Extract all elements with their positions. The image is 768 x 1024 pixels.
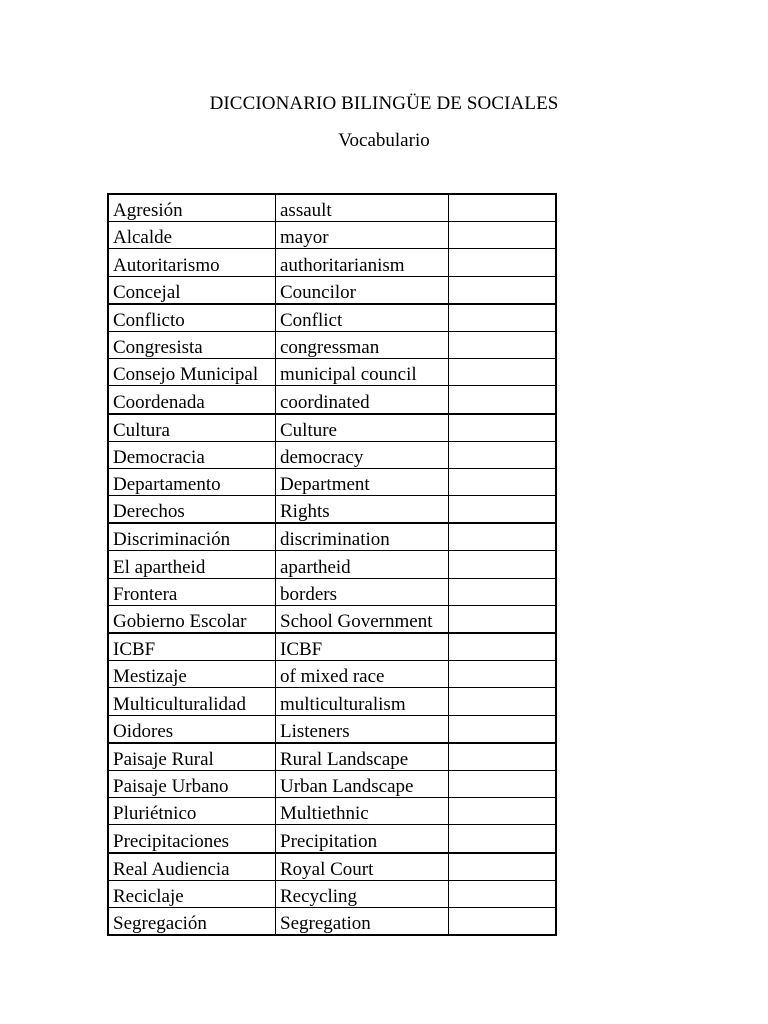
spanish-term-cell: Coordenada [108, 386, 276, 414]
empty-notes-cell [449, 441, 557, 468]
english-term-cell: Culture [276, 414, 449, 442]
vocabulary-row [108, 578, 556, 605]
english-term-cell: Department [276, 468, 449, 495]
empty-notes-cell [449, 386, 557, 414]
empty-notes-cell [449, 907, 557, 935]
english-term-cell: coordinated [276, 386, 449, 414]
empty-notes-cell [449, 468, 557, 495]
vocabulary-row [108, 249, 556, 276]
spanish-term-cell: Precipitaciones [108, 825, 276, 853]
english-term-cell: Recycling [276, 880, 449, 907]
english-term-cell: congressman [276, 331, 449, 358]
empty-notes-cell [449, 798, 557, 825]
english-term-cell: Royal Court [276, 853, 449, 881]
english-term-cell: Segregation [276, 907, 449, 935]
english-term-cell: multiculturalism [276, 688, 449, 715]
english-term-cell: Conflict [276, 304, 449, 332]
empty-notes-cell [449, 194, 557, 222]
vocabulary-row [108, 359, 556, 386]
empty-notes-cell [449, 249, 557, 276]
spanish-term-cell: Pluriétnico [108, 798, 276, 825]
spanish-term-cell: Derechos [108, 496, 276, 524]
spanish-term-cell: Concejal [108, 276, 276, 304]
vocabulary-row [108, 222, 556, 249]
vocabulary-row [108, 386, 556, 414]
vocabulary-row [108, 441, 556, 468]
vocabulary-row [108, 770, 556, 797]
vocabulary-row [108, 605, 556, 633]
empty-notes-cell [449, 578, 557, 605]
english-term-cell: Listeners [276, 715, 449, 743]
empty-notes-cell [449, 331, 557, 358]
english-term-cell: ICBF [276, 633, 449, 661]
english-term-cell: Councilor [276, 276, 449, 304]
document-subtitle: Vocabulario [338, 130, 430, 151]
english-term-cell: Rural Landscape [276, 743, 449, 771]
vocabulary-row [108, 661, 556, 688]
spanish-term-cell: Paisaje Rural [108, 743, 276, 771]
empty-notes-cell [449, 688, 557, 715]
spanish-term-cell: Departamento [108, 468, 276, 495]
empty-notes-cell [449, 661, 557, 688]
vocabulary-row [108, 798, 556, 825]
empty-notes-cell [449, 414, 557, 442]
spanish-term-cell: Mestizaje [108, 661, 276, 688]
spanish-term-cell: Democracia [108, 441, 276, 468]
spanish-term-cell: Multiculturalidad [108, 688, 276, 715]
english-term-cell: democracy [276, 441, 449, 468]
empty-notes-cell [449, 633, 557, 661]
english-term-cell: Urban Landscape [276, 770, 449, 797]
vocabulary-row [108, 715, 556, 743]
english-term-cell: apartheid [276, 551, 449, 578]
spanish-term-cell: Autoritarismo [108, 249, 276, 276]
empty-notes-cell [449, 359, 557, 386]
spanish-term-cell: Conflicto [108, 304, 276, 332]
empty-notes-cell [449, 222, 557, 249]
spanish-term-cell: Cultura [108, 414, 276, 442]
vocabulary-row [108, 276, 556, 304]
vocabulary-row [108, 633, 556, 661]
vocabulary-row [108, 743, 556, 771]
spanish-term-cell: El apartheid [108, 551, 276, 578]
document-title: DICCIONARIO BILINGÜE DE SOCIALES [209, 93, 559, 114]
spanish-term-cell: Segregación [108, 907, 276, 935]
vocabulary-row [108, 468, 556, 495]
english-term-cell: authoritarianism [276, 249, 449, 276]
empty-notes-cell [449, 825, 557, 853]
english-term-cell: borders [276, 578, 449, 605]
vocabulary-row [108, 523, 556, 551]
vocabulary-row [108, 551, 556, 578]
empty-notes-cell [449, 743, 557, 771]
spanish-term-cell: Consejo Municipal [108, 359, 276, 386]
spanish-term-cell: Discriminación [108, 523, 276, 551]
empty-notes-cell [449, 715, 557, 743]
vocabulary-table-body [108, 194, 556, 935]
spanish-term-cell: Oidores [108, 715, 276, 743]
spanish-term-cell: Frontera [108, 578, 276, 605]
english-term-cell: School Government [276, 605, 449, 633]
spanish-term-cell: Reciclaje [108, 880, 276, 907]
spanish-term-cell: Real Audiencia [108, 853, 276, 881]
english-term-cell: of mixed race [276, 661, 449, 688]
english-term-cell: mayor [276, 222, 449, 249]
spanish-term-cell: Gobierno Escolar [108, 605, 276, 633]
vocabulary-row [108, 880, 556, 907]
empty-notes-cell [449, 770, 557, 797]
english-term-cell: Multiethnic [276, 798, 449, 825]
spanish-term-cell: ICBF [108, 633, 276, 661]
spanish-term-cell: Paisaje Urbano [108, 770, 276, 797]
spanish-term-cell: Congresista [108, 331, 276, 358]
vocabulary-table [107, 193, 557, 936]
vocabulary-row [108, 688, 556, 715]
english-term-cell: Rights [276, 496, 449, 524]
empty-notes-cell [449, 523, 557, 551]
empty-notes-cell [449, 551, 557, 578]
english-term-cell: assault [276, 194, 449, 222]
empty-notes-cell [449, 304, 557, 332]
spanish-term-cell: Alcalde [108, 222, 276, 249]
vocabulary-row [108, 304, 556, 332]
empty-notes-cell [449, 853, 557, 881]
spanish-term-cell: Agresión [108, 194, 276, 222]
english-term-cell: municipal council [276, 359, 449, 386]
vocabulary-row [108, 853, 556, 881]
empty-notes-cell [449, 276, 557, 304]
empty-notes-cell [449, 496, 557, 524]
vocabulary-row [108, 194, 556, 222]
vocabulary-row [108, 496, 556, 524]
vocabulary-row [108, 907, 556, 935]
vocabulary-row [108, 414, 556, 442]
empty-notes-cell [449, 880, 557, 907]
vocabulary-row [108, 825, 556, 853]
english-term-cell: discrimination [276, 523, 449, 551]
english-term-cell: Precipitation [276, 825, 449, 853]
empty-notes-cell [449, 605, 557, 633]
vocabulary-row [108, 331, 556, 358]
